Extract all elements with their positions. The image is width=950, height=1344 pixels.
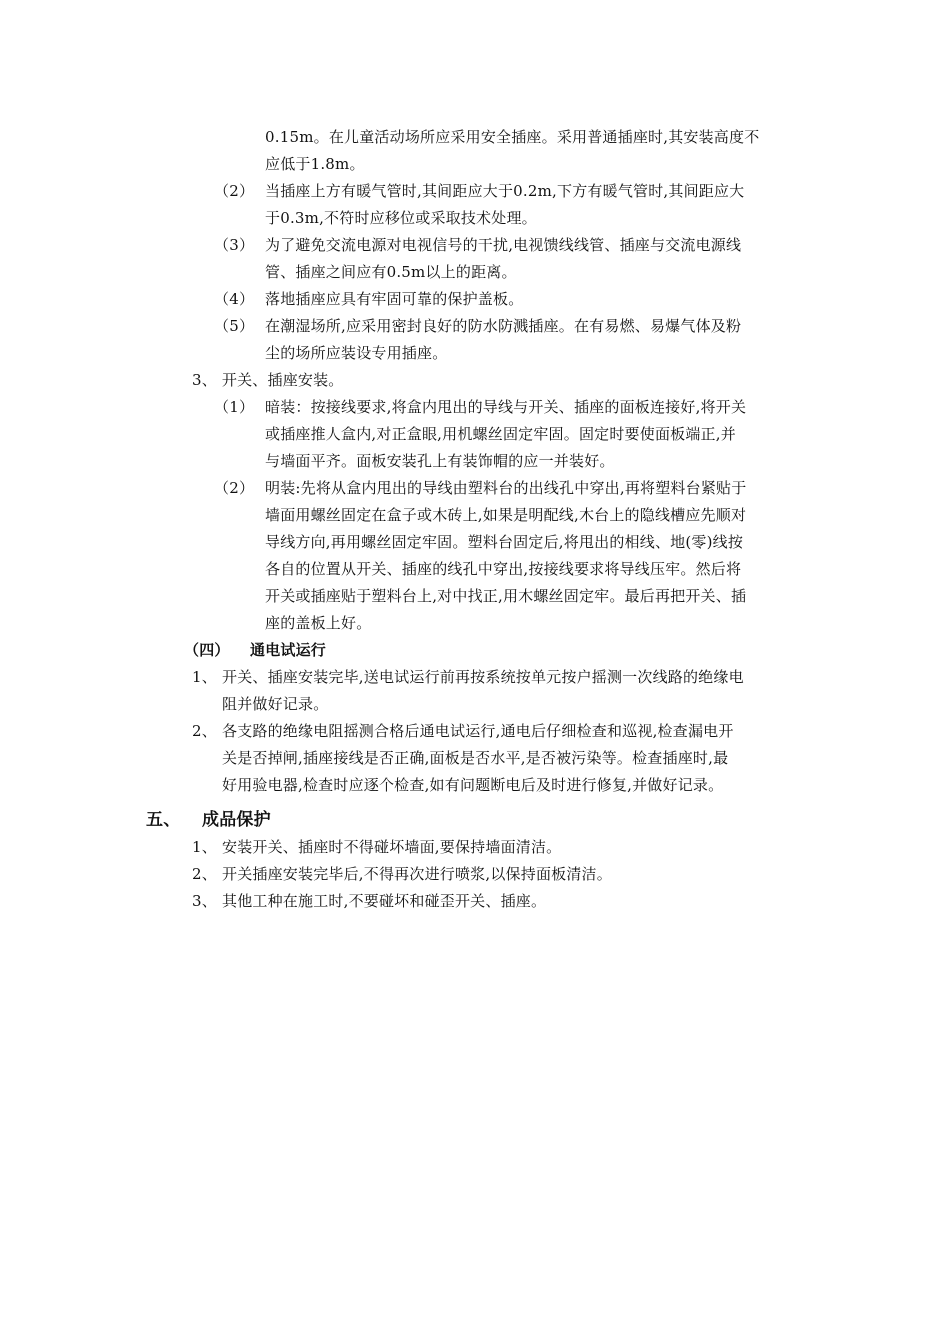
paragraph-line: 墙面用螺丝固定在盒子或木砖上,如果是明配线,木台上的隐线槽应先顺对 xyxy=(265,506,747,524)
paragraph-line: 好用验电器,检查时应逐个检查,如有问题断电后及时进行修复,并做好记录。 xyxy=(222,776,724,794)
chapter-number: 五、 xyxy=(146,810,181,830)
paragraph-line: 与墙面平齐。面板安装孔上有装饰帽的应一并装好。 xyxy=(265,452,615,470)
list-number: 2、 xyxy=(192,865,217,883)
paragraph-line: 各自的位置从开关、插座的线孔中穿出,按接线要求将导线压牢。然后将 xyxy=(265,560,742,578)
list-number: （1） xyxy=(214,398,255,416)
paragraph-line: 阻并做好记录。 xyxy=(222,695,329,713)
paragraph-line: 关是否掉闸,插座接线是否正确,面板是否水平,是否被污染等。检查插座时,最 xyxy=(222,749,729,767)
paragraph-line: 或插座推人盒内,对正盒眼,用机螺丝固定牢固。固定时要使面板端正,并 xyxy=(265,425,736,443)
list-number: （4） xyxy=(214,290,255,308)
section-number: （四） xyxy=(184,641,230,659)
list-number: 1、 xyxy=(192,838,217,856)
paragraph-line: 当插座上方有暖气管时,其间距应大于0.2m,下方有暖气管时,其间距应大 xyxy=(265,182,745,200)
paragraph-line: 开关、插座安装完毕,送电试运行前再按系统按单元按户摇测一次线路的绝缘电 xyxy=(222,668,744,686)
paragraph-line: 各支路的绝缘电阻摇测合格后通电试运行,通电后仔细检查和巡视,检查漏电开 xyxy=(222,722,734,740)
list-number: （2） xyxy=(214,479,255,497)
paragraph-line: 开关插座安装完毕后,不得再次进行喷浆,以保持面板清洁。 xyxy=(222,865,612,883)
paragraph-line: 座的盖板上好。 xyxy=(265,614,372,632)
list-number: 3、 xyxy=(192,892,217,910)
paragraph-line: 管、插座之间应有0.5m以上的距离。 xyxy=(265,263,517,281)
paragraph-line: 落地插座应具有牢固可靠的保护盖板。 xyxy=(265,290,524,308)
paragraph-line: 导线方向,再用螺丝固定牢固。塑料台固定后,将甩出的相线、地(零)线按 xyxy=(265,533,744,551)
list-number: （5） xyxy=(214,317,255,335)
paragraph-line: 在潮湿场所,应采用密封良好的防水防溅插座。在有易燃、易爆气体及粉 xyxy=(265,317,742,335)
paragraph-line: 为了避免交流电源对电视信号的干扰,电视馈线线管、插座与交流电源线 xyxy=(265,236,742,254)
paragraph-line: 尘的场所应装设专用插座。 xyxy=(265,344,448,362)
chapter-heading: 成品保护 xyxy=(202,810,271,830)
list-number: 1、 xyxy=(192,668,217,686)
paragraph-line: 明装:先将从盒内甩出的导线由塑料台的出线孔中穿出,再将塑料台紧贴于 xyxy=(265,479,747,497)
list-number: （2） xyxy=(214,182,255,200)
paragraph-line: 暗装：按接线要求,将盒内甩出的导线与开关、插座的面板连接好,将开关 xyxy=(265,398,747,416)
subsection-title: 3、 开关、插座安装。 xyxy=(192,371,344,389)
list-number: 2、 xyxy=(192,722,217,740)
paragraph-line: 于0.3m,不符时应移位或采取技术处理。 xyxy=(265,209,537,227)
paragraph-line: 应低于1.8m。 xyxy=(265,155,365,173)
paragraph-line: 安装开关、插座时不得碰坏墙面,要保持墙面清洁。 xyxy=(222,838,562,856)
paragraph-line: 0.15m。在儿童活动场所应采用安全插座。采用普通插座时,其安装高度不 xyxy=(265,128,760,146)
list-number: （3） xyxy=(214,236,255,254)
paragraph-line: 其他工种在施工时,不要碰坏和碰歪开关、插座。 xyxy=(222,892,547,910)
section-heading: 通电试运行 xyxy=(250,641,327,659)
paragraph-line: 开关或插座贴于塑料台上,对中找正,用木螺丝固定牢。最后再把开关、插 xyxy=(265,587,747,605)
